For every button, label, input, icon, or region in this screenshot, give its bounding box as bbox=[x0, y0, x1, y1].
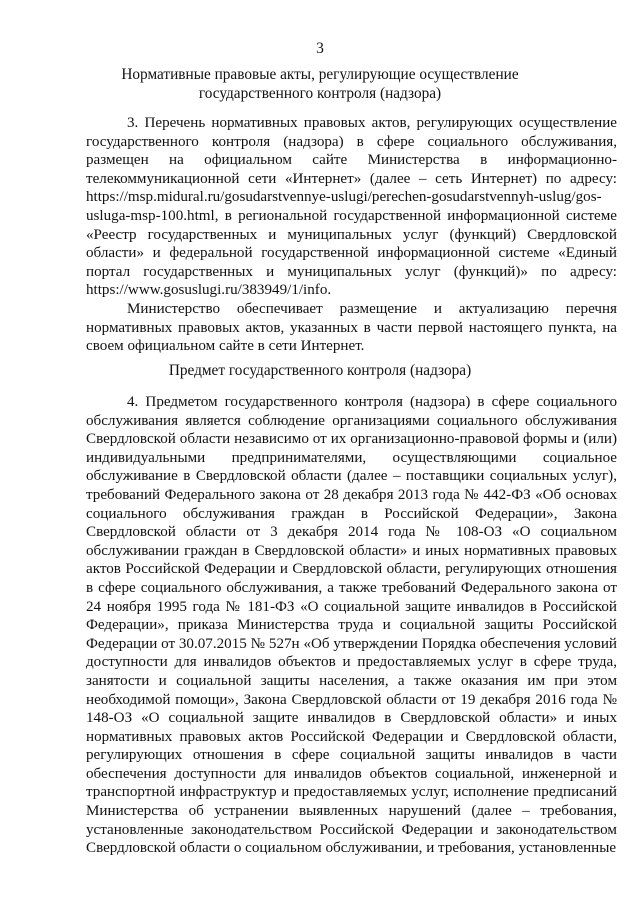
control-subject-section-body bbox=[86, 393, 617, 858]
page-number: 3 bbox=[316, 40, 324, 57]
section-heading-control-subject: Предмет государственного контроля (надзора) bbox=[168, 362, 472, 379]
paragraph-4: 4. Предметом государственного контроля (надзора) в сфере социального обслуживания является соблюдение организациями социального обслуживания Свердловской области независимо от их организационно-правовой формы и (или) индивидуальными предпринимателями, осуществляющими социальное обслуживание в Свердловской области (далее – поставщики социальных услуг), требований Федерального закона от 28 декабря 2013 года № 442-ФЗ «Об основах социального обслуживания граждан в Российской Федерации», Закона Свердловской области от 3 декабря 2014 года № 108-ОЗ «О социальном обслуживании граждан в Свердловской области» и иных нормативных правовых актов Российской Федерации и Свердловской области, регулирующих отношения в сфере социального обслуживания, а также требований Федерального закона от 24 ноября 1995 года № 181-ФЗ «О социальной защите инвалидов в Российской Федерации», приказа Министерства труда и социальной защиты Российской Федерации от 30.07.2015 № 527н «Об утверждении Порядка обеспечения условий доступности для инвалидов объектов и предоставляемых услуг в сфере труда, занятости и социальной защиты населения, а также оказания им при этом необходимой помощи», Закона Свердловской области от 19 декабря 2016 года № 148-ОЗ «О социальной защите инвалидов в Свердловской области» и иных нормативных правовых актов Российской Федерации и Свердловской области, регулирующих отношения в сфере социальной защиты инвалидов в части обеспечения доступности для инвалидов объектов социальной, инженерной и транспортной инфраструктур и предоставляемых услуг, исполнение предписаний Министерства об устранении выявленных нарушений (далее – требования, установленные законодательством Российской Федерации и законодательством Свердловской области о социальном обслуживании, и требования, установленные bbox=[86, 394, 617, 857]
section-heading-normative-acts bbox=[86, 66, 554, 103]
normative-acts-section-body bbox=[86, 114, 617, 356]
section-heading-line-1: Нормативные правовые акты, регулирующие осуществление bbox=[121, 66, 519, 83]
section-heading-line-2: государственного контроля (надзора) bbox=[198, 84, 442, 102]
paragraph-3: 3. Перечень нормативных правовых актов, регулирующих осуществление государственного контроля (надзора) в сфере социального обслуживания, размещен на официальном сайте Министерства в информационно-телекоммуникационной сети «Интернет» (далее – сеть Интернет) по адресу: https://msp.midural.ru/gosudarstvennye-uslugi/perechen-gosudarstvennyh-uslug/gos-usluga-msp-100.html, в региональной государственной информационной системе «Реестр государственных и муниципальных услуг (функций) Свердловской области» и федеральной государственной информационной системе «Единый портал государственных и муниципальных услуг (функций)» по адресу: https://www.gosuslugi.ru/383949/1/info. bbox=[86, 115, 617, 299]
paragraph-3-part-2: Министерство обеспечивает размещение и актуализацию перечня нормативных правовых актов, указанных в части первой настоящего пункта, на своем официальном сайте в сети Интернет. bbox=[86, 300, 617, 355]
